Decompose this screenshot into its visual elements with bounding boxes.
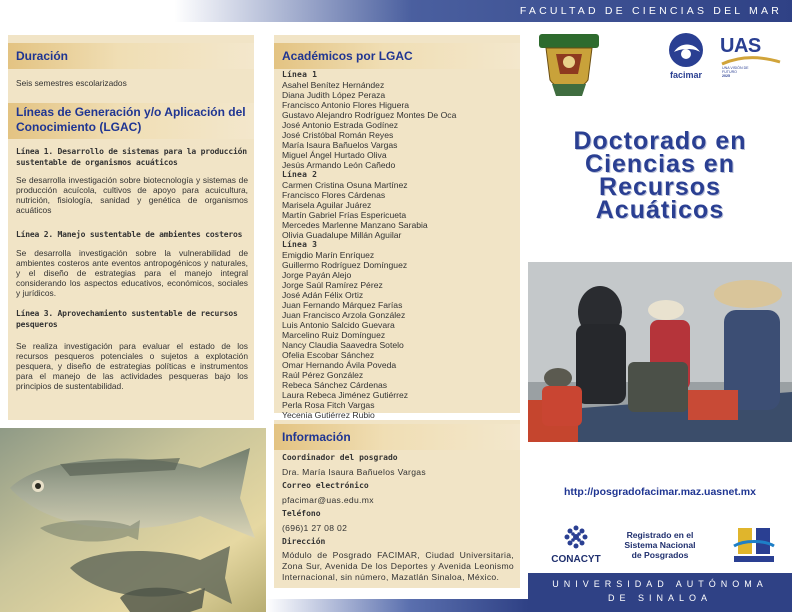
informacion-title: Información xyxy=(282,430,351,444)
group-label: Línea 3 xyxy=(282,240,318,249)
doctorado-logo xyxy=(730,524,778,564)
lgac-line1-heading: Línea 1. Desarrollo de sistemas para la producción sustentable de organismos acuáticos xyxy=(16,147,247,167)
title-line-4: Acuáticos xyxy=(595,196,725,224)
direccion-value: Módulo de Posgrado FACIMAR, Ciudad Universitaria, Zona Sur, Avenida De los Deportes y Avenida Leonismo Internacional, sin número, Mazatlán Sinaloa, México. xyxy=(282,550,514,582)
fish-illustration xyxy=(0,428,266,612)
group-label: Línea 2 xyxy=(282,170,318,179)
name-item: Luis Antonio Salcido Guevara xyxy=(282,320,395,330)
informacion-panel xyxy=(274,420,520,588)
academicos-list xyxy=(282,70,517,420)
direccion-label: Dirección xyxy=(282,537,326,546)
email-value[interactable]: pfacimar@uas.edu.mx xyxy=(282,495,374,505)
name-item: Diana Judith López Peraza xyxy=(282,90,386,100)
name-item: José Antonio Estrada Godínez xyxy=(282,120,399,130)
duracion-text: Seis semestres escolarizados xyxy=(16,78,127,88)
name-item: Francisco Flores Cárdenas xyxy=(282,190,386,200)
name-item: Miguel Ángel Hurtado Oliva xyxy=(282,150,387,160)
academicos-title: Académicos por LGAC xyxy=(282,49,413,63)
name-item: Jorge Payán Alejo xyxy=(282,270,352,280)
name-item: Juan Fernando Márquez Farías xyxy=(282,300,403,310)
lgac-line3-heading: Línea 3. Aprovechamiento sustentable de recursos pesqueros xyxy=(16,309,238,329)
coordinador-value: Dra. María Isaura Bañuelos Vargas xyxy=(282,467,426,477)
facimar-crest-logo xyxy=(536,30,602,100)
email-label: Correo electrónico xyxy=(282,481,369,490)
group-label: Línea 1 xyxy=(282,70,318,79)
uas-logo xyxy=(720,36,782,80)
uas-slogan: UNA VISIÓN DE FUTURO 2025 xyxy=(722,66,749,78)
name-item: Jesús Armando León Cañedo xyxy=(282,160,396,170)
snp-line-3: de Posgrados xyxy=(631,550,689,560)
university-line-2: DE SINALOA xyxy=(607,593,713,603)
name-item: Marcelino Ruiz Domínguez xyxy=(282,330,386,340)
snp-registration xyxy=(614,530,706,566)
duracion-title: Duración xyxy=(16,49,69,63)
telefono-label: Teléfono xyxy=(282,509,321,518)
name-item: Perla Rosa Fitch Vargas xyxy=(282,400,375,410)
name-item: Raúl Pérez González xyxy=(282,370,364,380)
name-item: Gustavo Alejandro Rodríguez Montes De Oca xyxy=(282,110,457,120)
conacyt-logo xyxy=(546,522,606,568)
informacion-content xyxy=(282,452,514,583)
lgac-line1-text: Se desarrolla investigación sobre biotecnología y sistemas de producción acuícola, cultivos de apoyo para acuicultura, nutrición, fisiología, sanidad y genética de organismos acuáticos xyxy=(16,175,248,215)
name-item: Ofelia Escobar Sánchez xyxy=(282,350,375,360)
uas-logo-text: UAS xyxy=(720,35,761,57)
lgac-title: Líneas de Generación y/o Aplicación del Conocimiento (LGAC) xyxy=(16,105,246,134)
title-line-1: Doctorado en xyxy=(573,127,747,155)
fish-photo xyxy=(0,428,266,612)
lgac-line2-heading: Línea 2. Manejo sustentable de ambientes costeros xyxy=(16,230,243,239)
name-item: Jorge Saúl Ramírez Pérez xyxy=(282,280,383,290)
bottom-middle-banner xyxy=(266,599,528,612)
telefono-value: (696)1 27 08 02 xyxy=(282,523,348,533)
lgac-line3-text: Se realiza investigación para evaluar el estado de los recursos pesqueros potenciales o sujetos a explotación pesquera, y diseño de estrategias políticas e instrumentos para el manejo de las actividades pesqueras bajo los principios de sustentabilidad. xyxy=(16,341,248,391)
boat-photo xyxy=(528,262,792,442)
name-item: Nancy Claudia Saavedra Sotelo xyxy=(282,340,404,350)
name-item: Asahel Benítez Hernández xyxy=(282,80,385,90)
top-banner xyxy=(0,0,792,22)
conacyt-text: CONACYT xyxy=(551,554,601,565)
facimar-logo xyxy=(660,30,712,88)
program-title xyxy=(540,127,780,224)
top-banner-text: FACULTAD DE CIENCIAS DEL MAR xyxy=(519,5,782,17)
name-item: José Adán Félix Ortiz xyxy=(282,290,364,300)
university-line-1: UNIVERSIDAD AUTÓNOMA xyxy=(552,579,768,589)
lgac-line2-text: Se desarrolla investigación sobre la vulnerabilidad de ambientes costeros ante eventos antropogénicos y naturales, y el diseño de estrategias para el manejo integral considerando los aspectos educativos, económicos, sociales y jurídicos. xyxy=(16,248,248,298)
name-item: Rebeca Sánchez Cárdenas xyxy=(282,380,388,390)
name-item: Olivia Guadalupe Millán Aguilar xyxy=(282,230,402,240)
duracion-lgac-panel xyxy=(8,35,254,420)
name-item: Yecenia Gutiérrez Rubio xyxy=(282,410,375,420)
name-item: Carmen Cristina Osuna Martínez xyxy=(282,180,408,190)
name-item: Emigdio Marín Enríquez xyxy=(282,250,375,260)
name-item: Martín Gabriel Frías Espericueta xyxy=(282,210,407,220)
coordinador-label: Coordinador del posgrado xyxy=(282,453,398,462)
name-item: Laura Rebeca Jiménez Gutiérrez xyxy=(282,390,409,400)
snp-line-1: Registrado en el xyxy=(626,530,694,540)
title-line-2: Ciencias en xyxy=(585,150,735,178)
title-line-3: Recursos xyxy=(599,173,721,201)
name-item: Omar Hernando Ávila Poveda xyxy=(282,360,397,370)
name-item: Francisco Antonio Flores Higuera xyxy=(282,100,410,110)
name-item: Mercedes Marlenne Manzano Sarabia xyxy=(282,220,428,230)
name-item: Guillermo Rodríguez Domínguez xyxy=(282,260,408,270)
name-item: María Isaura Bañuelos Vargas xyxy=(282,140,398,150)
snp-line-2: Sistema Nacional xyxy=(624,540,696,550)
name-item: Juan Francisco Arzola González xyxy=(282,310,406,320)
bottom-right-banner xyxy=(528,573,792,612)
name-item: Marisela Aguilar Juárez xyxy=(282,200,372,210)
boat-illustration xyxy=(528,262,792,442)
academicos-panel xyxy=(274,35,520,420)
website-link[interactable]: http://posgradofacimar.maz.uasnet.mx xyxy=(564,486,756,498)
name-item: José Cristóbal Román Reyes xyxy=(282,130,394,140)
facimar-logo-text: facimar xyxy=(669,70,703,80)
